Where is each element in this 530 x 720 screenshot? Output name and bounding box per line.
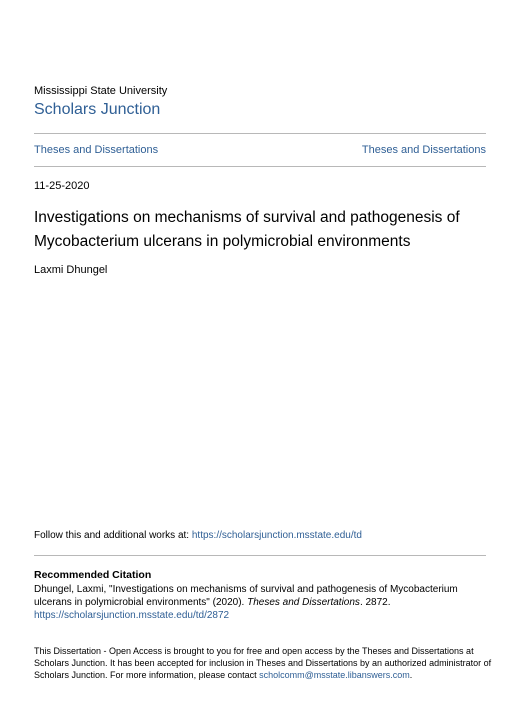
divider [34, 133, 486, 134]
disclaimer-end: . [409, 670, 413, 680]
contact-email-link[interactable]: scholcomm@msstate.libanswers.com [259, 670, 410, 680]
access-disclaimer [34, 645, 494, 681]
citation-body: Dhungel, Laxmi, "Investigations on mechanisms of survival and pathogenesis of Mycobacterium ulcerans in polymicrobial environments" (2020). [34, 584, 458, 608]
publication-date: 11-25-2020 [34, 180, 90, 192]
repository-link[interactable]: Scholars Junction [34, 101, 161, 118]
citation-heading: Recommended Citation [34, 569, 152, 581]
university-name: Mississippi State University [34, 85, 168, 97]
citation-text [34, 583, 494, 622]
collection-link-right[interactable]: Theses and Dissertations [361, 144, 486, 156]
disclaimer-text: This Dissertation - Open Access is brought to you for free and open access by the Theses and Dissertations at Scholars Junction. It has been accepted for inclusion in Theses and Dissertations by an authorized administrator of Scholars Junction. For more information, please contact [34, 646, 492, 680]
citation-number: . 2872. [359, 597, 391, 608]
document-title: Investigations on mechanisms of survival and pathogenesis of Mycobacterium ulcerans in polymicrobial environments [34, 209, 460, 250]
divider [34, 555, 486, 556]
divider [34, 166, 486, 167]
collection-link-left[interactable]: Theses and Dissertations [34, 144, 159, 156]
citation-link[interactable]: https://scholarsjunction.msstate.edu/td/2872 [34, 610, 230, 621]
follow-line [34, 530, 362, 541]
author-name: Laxmi Dhungel [34, 264, 108, 276]
follow-link[interactable]: https://scholarsjunction.msstate.edu/td [191, 530, 362, 541]
follow-prefix: Follow this and additional works at: [34, 530, 192, 541]
citation-series: Theses and Dissertations [247, 597, 360, 608]
